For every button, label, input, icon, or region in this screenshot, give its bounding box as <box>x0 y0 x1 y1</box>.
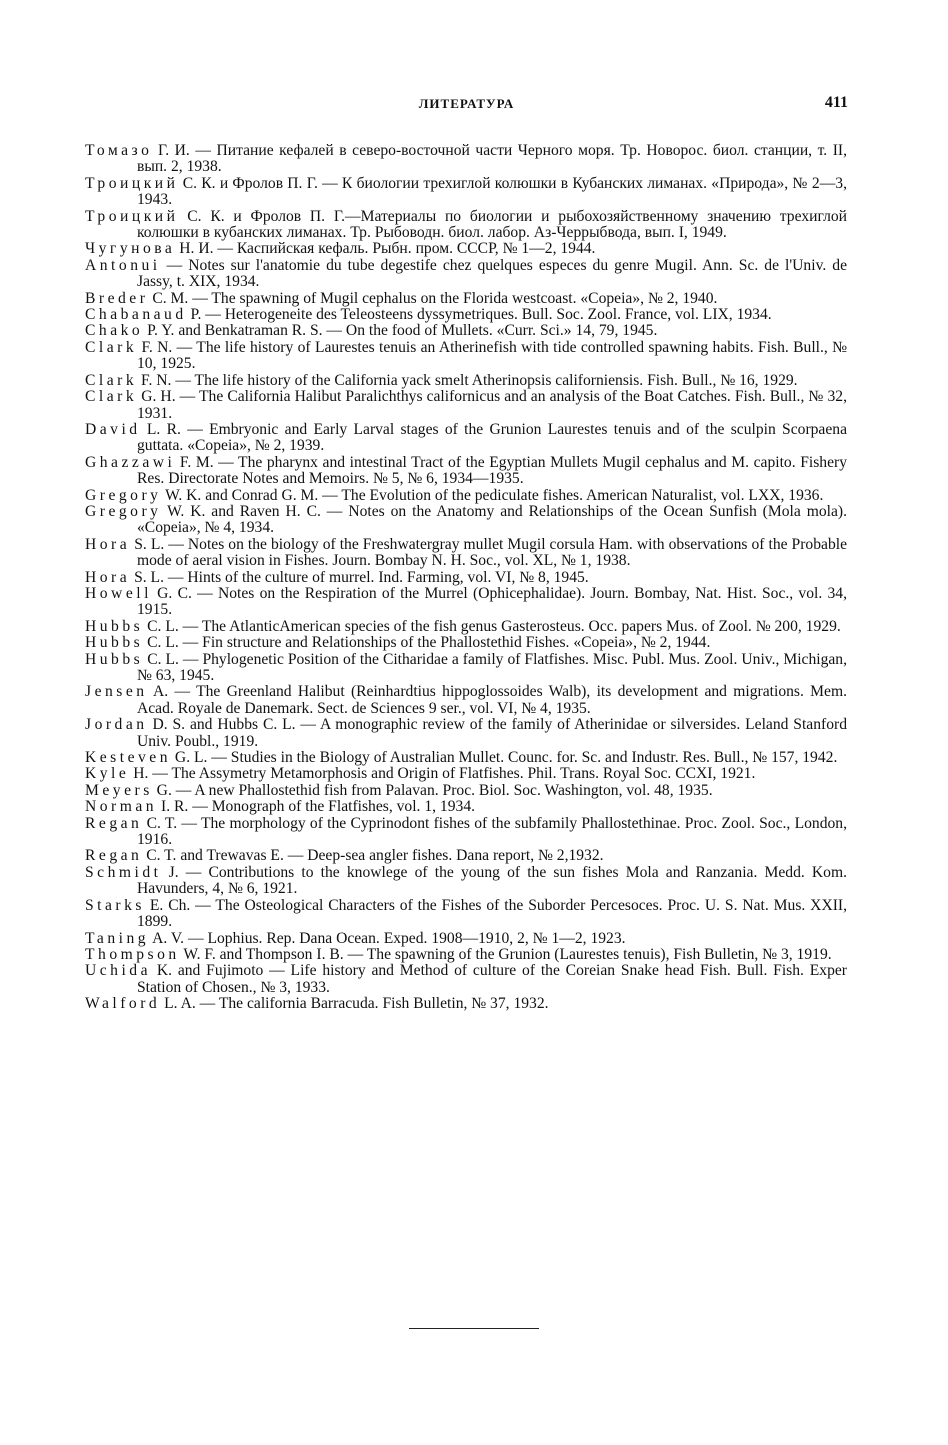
reference-text: Н. И. — Каспийская кефаль. Рыбн. пром. СССР, № 1—2, 1944. <box>175 240 596 258</box>
reference-text: H. — The Assymetry Metamorphosis and Origin of Flatfishes. Phil. Trans. Royal Soc. CCXI, 1921. <box>129 765 756 783</box>
reference-text: W. F. and Thompson I. B. — The spawning of the Grunion (Laurestes tenuis), Fish Bulletin, № 3, 1919. <box>179 945 832 963</box>
reference-text: J. — Contributions to the knowlege of the young of the sun fishes Mola and Ranzania. Medd. Kom. Havunders, 4, № 6, 1921. <box>137 863 847 898</box>
reference-text: A. V. — Lophius. Rep. Dana Ocean. Exped. 1908—1910, 2, № 1—2, 1923. <box>149 929 626 947</box>
reference-author: Meyers <box>85 781 153 799</box>
reference-author: Breder <box>85 289 149 307</box>
reference-author: Томазо <box>85 142 153 159</box>
reference-text: G. C. — Notes on the Respiration of the Murrel (Ophicephalidae). Journ. Bombay, Nat. Hist. Soc., vol. 34, 1915. <box>137 584 847 619</box>
reference-text: W. K. and Raven H. C. — Notes on the Anatomy and Relationships of the Ocean Sunfish (Mola mola). «Copeia», № 4, 1934. <box>137 502 847 537</box>
reference-author: Ghazzawi <box>85 453 176 471</box>
reference-author: Kesteven <box>85 749 172 767</box>
reference-author: Kyle <box>85 765 130 783</box>
reference-text: K. and Fujimoto — Life history and Method of culture of the Coreian Snake head Fish. Bull. Fish. Exper Station of Chosen., № 3, 1933. <box>137 962 847 996</box>
reference-text: P. — Heterogeneite des Teleosteens dyssymetriques. Bull. Soc. Zool. France, vol. LIX, 1934. <box>186 306 772 324</box>
running-title: ЛИТЕРАТУРА <box>418 96 515 111</box>
reference-text: C. T. and Trewavas E. — Deep-sea angler fishes. Dana report, № 2,1932. <box>142 847 604 865</box>
reference-author: Taning <box>85 929 150 947</box>
reference-entry <box>85 799 847 815</box>
reference-entry <box>85 488 847 504</box>
reference-entry <box>85 931 847 947</box>
reference-entry <box>85 635 847 651</box>
reference-entry <box>85 291 847 307</box>
reference-author: Троицкий <box>85 174 179 192</box>
reference-text: Г. И. — Питание кефалей в северо-восточной части Черного моря. Тр. Новорос. биол. станции, т. II, вып. 2, 1938. <box>137 142 847 176</box>
reference-entry <box>85 537 847 570</box>
reference-text: G. L. — Studies in the Biology of Australian Mullet. Counc. for. Sc. and Industr. Res. Bull., № 157, 1942. <box>171 749 838 767</box>
reference-list <box>85 143 847 1013</box>
reference-entry <box>85 323 847 339</box>
reference-text: E. Ch. — The Osteological Characters of the Fishes of the Suborder Percesoces. Proc. U. S. Nat. Mus. XXII, 1899. <box>137 896 847 931</box>
reference-author: Hubbs <box>85 617 144 635</box>
reference-text: С. К. и Фролов П. Г. — К биологии трехиглой колюшки в Кубанских лиманах. «Природа», № 2—3, 1943. <box>137 174 847 209</box>
reference-entry <box>85 422 847 455</box>
reference-entry <box>85 848 847 864</box>
reference-entry <box>85 816 847 849</box>
reference-author: Clark <box>85 338 138 356</box>
reference-entry <box>85 766 847 782</box>
reference-entry <box>85 389 847 422</box>
reference-text: G. — A new Phallostethid fish from Palavan. Proc. Biol. Soc. Washington, vol. 48, 1935. <box>152 781 713 799</box>
end-rule <box>409 1328 539 1329</box>
reference-author: Hubbs <box>85 650 144 668</box>
reference-entry <box>85 717 847 750</box>
reference-author: Walford <box>85 995 161 1013</box>
reference-entry <box>85 750 847 766</box>
reference-author: Thompson <box>85 945 180 963</box>
reference-text: W. K. and Conrad G. M. — The Evolution of the pediculate fishes. American Naturalist, vol. LXX, 1936. <box>161 486 824 504</box>
reference-text: С. К. и Фролов П. Г.—Материалы по биологии и рыбохозяйственному значению трехиглой колюшки в кубанских лиманах. Тр. Рыбоводн. биол. лабор. Аз-Черрыбвода, вып. I, 1949. <box>137 207 847 242</box>
reference-author: Hora <box>85 535 131 553</box>
reference-entry <box>85 619 847 635</box>
reference-text: C. L. — The AtlanticAmerican species of the fish genus Gasterosteus. Occ. papers Mus. of Zool. № 200, 1929. <box>143 617 841 635</box>
reference-author: Gregory <box>85 486 162 504</box>
reference-entry <box>85 504 847 537</box>
reference-entry <box>85 652 847 685</box>
reference-text: D. S. and Hubbs C. L. — A monographic review of the family of Atherinidae or silversides. Leland Stanford Univ. Poubl., 1919. <box>137 716 847 750</box>
reference-entry <box>85 898 847 931</box>
reference-entry <box>85 947 847 963</box>
reference-text: P. Y. and Benkatraman R. S. — On the food of Mullets. «Curr. Sci.» 14, 79, 1945. <box>143 322 658 340</box>
reference-text: S. L. — Notes on the biology of the Freshwatergray mullet Mugil corsula Ham. with observations of the Probable mode of aeral vision in Fishes. Journ. Bombay N. H. Soc., vol. XL, № 1, 1938. <box>130 535 847 570</box>
reference-entry <box>85 865 847 898</box>
reference-entry <box>85 176 847 209</box>
reference-text: C. T. — The morphology of the Cyprinodont fishes of the subfamily Phallostethinae. Proc. Zool. Soc., London, 1916. <box>137 814 847 849</box>
reference-author: Chabanaud <box>85 306 187 324</box>
reference-text: C. L. — Fin structure and Relationships of the Phallostethid Fishes. «Copeia», № 2, 1944. <box>143 634 711 652</box>
reference-text: S. L. — Hints of the culture of murrel. Ind. Farming, vol. VI, № 8, 1945. <box>130 568 589 586</box>
reference-author: Троицкий <box>85 207 179 225</box>
reference-entry <box>85 143 847 176</box>
reference-entry <box>85 570 847 586</box>
reference-entry <box>85 455 847 488</box>
reference-author: Clark <box>85 388 138 406</box>
reference-author: Antonui <box>85 256 161 274</box>
reference-author: Howell <box>85 584 152 602</box>
reference-text: G. H. — The California Halibut Paralichthys californicus and an analysis of the Boat Catches. Fish. Bull., № 32, 1931. <box>137 388 847 422</box>
reference-entry <box>85 340 847 373</box>
reference-author: Jensen <box>85 683 148 701</box>
reference-author: Starks <box>85 896 145 914</box>
reference-text: L. A. — The california Barracuda. Fish Bulletin, № 37, 1932. <box>160 995 549 1013</box>
reference-text: F. M. — The pharynx and intestinal Tract of the Egyptian Mullets Mugil cephalus and M. capito. Fishery Res. Directorate Notes and Memoirs. № 5, № 6, 1934—1935. <box>137 453 847 488</box>
reference-author: Hubbs <box>85 634 144 652</box>
reference-text: F. N. — The life history of the California yack smelt Atherinopsis californiensis. Fish. Bull., № 16, 1929. <box>137 371 798 389</box>
reference-author: Jordan <box>85 716 148 734</box>
reference-text: — Notes sur l'anatomie du tube degestife chez quelques especes du genre Mugil. Ann. Sc. de l'Univ. de Jassy, t. XIX, 1934. <box>137 256 847 291</box>
reference-text: C. L. — Phylogenetic Position of the Citharidae a family of Flatfishes. Misc. Publ. Mus. Zool. Univ., Michigan, № 63, 1945. <box>137 650 847 684</box>
page-number: 411 <box>824 94 848 111</box>
reference-text: L. R. — Embryonic and Early Larval stages of the Grunion Laurestes tenuis and of the sculpin Scorpaena guttata. «Copeia», № 2, 1939. <box>137 420 847 455</box>
reference-entry <box>85 996 847 1012</box>
reference-entry <box>85 209 847 242</box>
reference-entry <box>85 373 847 389</box>
reference-entry <box>85 684 847 717</box>
reference-entry <box>85 586 847 619</box>
reference-author: Uchida <box>85 962 152 980</box>
reference-entry <box>85 241 847 257</box>
reference-author: Gregory <box>85 502 162 520</box>
reference-entry <box>85 963 847 996</box>
reference-author: Чугунова <box>85 240 176 258</box>
reference-text: C. M. — The spawning of Mugil cephalus on the Florida westcoast. «Copeia», № 2, 1940. <box>148 289 718 307</box>
reference-author: Chako <box>85 322 144 340</box>
reference-text: F. N. — The life history of Laurestes tenuis an Atherinefish with tide controlled spawning habits. Fish. Bull., № 10, 1925. <box>137 338 847 373</box>
running-header <box>85 96 848 118</box>
reference-author: Norman <box>85 798 158 816</box>
reference-entry <box>85 258 847 291</box>
reference-entry <box>85 307 847 323</box>
reference-author: Regan <box>85 847 143 865</box>
reference-text: I. R. — Monograph of the Flatfishes, vol. 1, 1934. <box>157 798 476 816</box>
reference-entry <box>85 783 847 799</box>
reference-author: Schmidt <box>85 863 162 881</box>
reference-author: David <box>85 420 141 438</box>
reference-author: Clark <box>85 371 138 389</box>
reference-author: Hora <box>85 568 131 586</box>
reference-text: A. — The Greenland Halibut (Reinhardtius hippoglossoides Walb), its development and migrations. Mem. Acad. Royale de Danemark. Sect. de Sciences 9 ser., vol. VI, № 4, 1935. <box>137 683 847 717</box>
reference-author: Regan <box>85 814 143 832</box>
